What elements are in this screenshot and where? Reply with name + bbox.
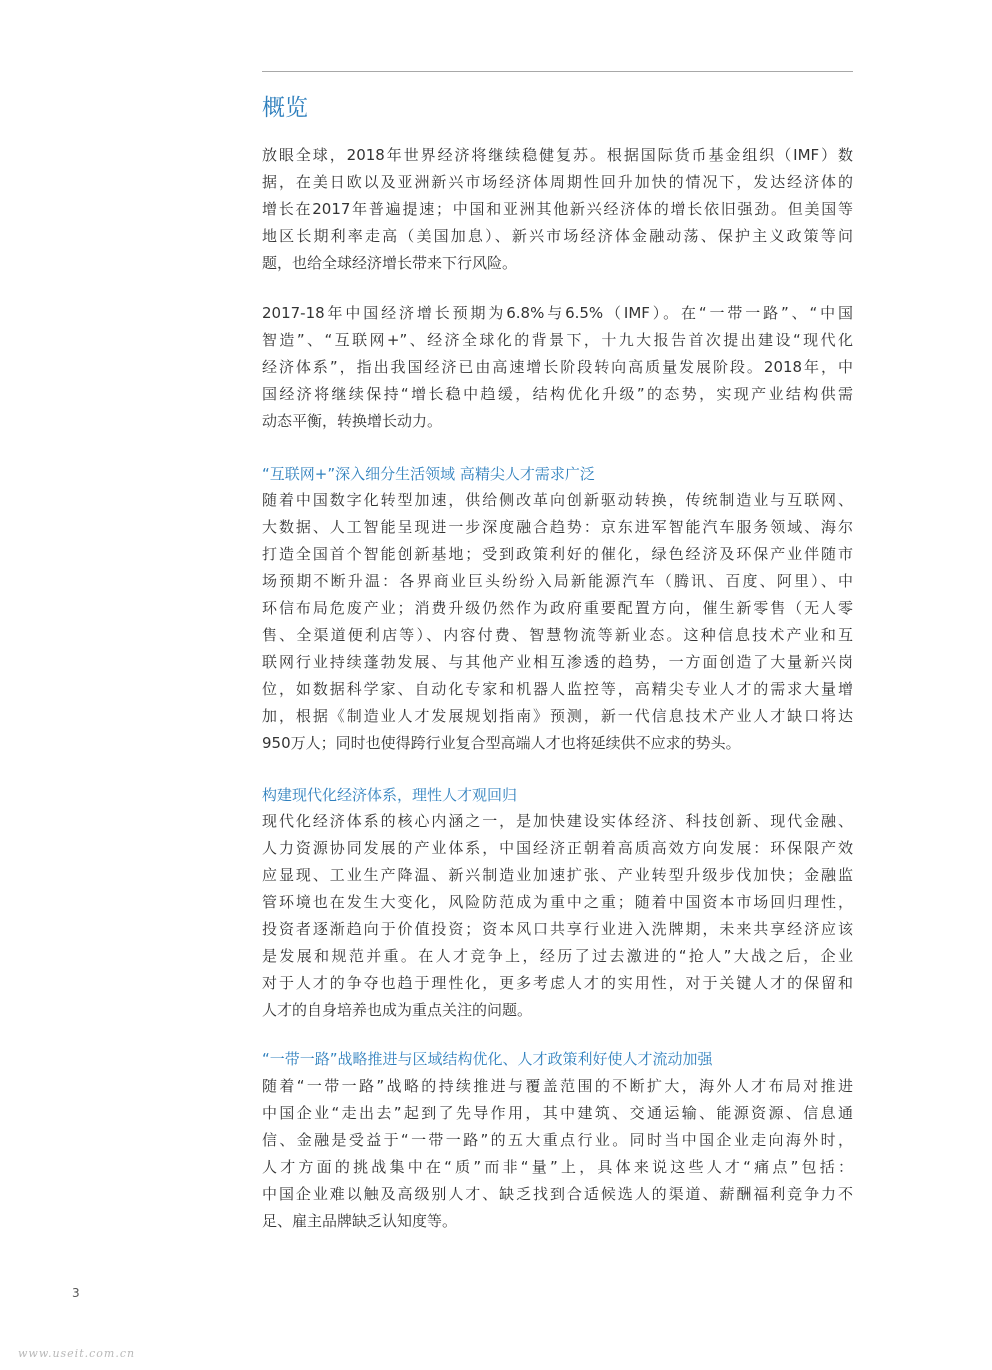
text-line: 打造全国首个智能创新基地；受到政策利好的催化，绿色经济及环保产业伴随市 xyxy=(262,545,853,563)
text-line: 据，在美日欧以及亚洲新兴市场经济体周期性回升加快的情况下，发达经济体的 xyxy=(262,173,853,191)
paragraph-global-economy xyxy=(262,142,853,277)
text-line: 人力资源协同发展的产业体系，中国经济正朝着高质高效方向发展：环保限产效 xyxy=(262,839,853,857)
text-line: 大数据、人工智能呈现进一步深度融合趋势：京东进军智能汽车服务领域、海尔 xyxy=(262,518,853,536)
text-line: 950万人；同时也使得跨行业复合型高端人才也将延续供不应求的势头。 xyxy=(262,734,741,752)
text-line: 对于人才的争夺也趋于理性化，更多考虑人才的实用性，对于关键人才的保留和 xyxy=(262,974,853,992)
text-line: 中国企业难以触及高级别人才、缺乏找到合适候选人的渠道、薪酬福利竞争力不 xyxy=(262,1185,853,1203)
text-line: 管环境也在发生大变化，风险防范成为重中之重；随着中国资本市场回归理性， xyxy=(262,893,853,911)
text-line: 人才方面的挑战集中在“质”而非“量”上，具体来说这些人才“痛点”包括： xyxy=(262,1158,853,1176)
page-title: 概览 xyxy=(262,95,308,121)
paragraph-belt-and-road xyxy=(262,1073,853,1235)
text-line: 是发展和规范并重。在人才竞争上，经历了过去激进的“抢人”大战之后，企业 xyxy=(262,947,853,965)
text-line: 地区长期利率走高（美国加息）、新兴市场经济体金融动荡、保护主义政策等问 xyxy=(262,227,853,245)
text-line: 中国企业“走出去”起到了先导作用，其中建筑、交通运输、能源资源、信息通 xyxy=(262,1104,853,1122)
text-line: 加，根据《制造业人才发展规划指南》预测，新一代信息技术产业人才缺口将达 xyxy=(262,707,853,725)
text-line: 投资者逐渐趋向于价值投资；资本风口共享行业进入洗牌期，未来共享经济应该 xyxy=(262,920,853,938)
text-line: 随着中国数字化转型加速，供给侧改革向创新驱动转换，传统制造业与互联网、 xyxy=(262,491,853,509)
top-rule xyxy=(262,71,853,72)
text-line: 智造”、“互联网+”、经济全球化的背景下，十九大报告首次提出建设“现代化 xyxy=(262,331,853,349)
text-line: 放眼全球，2018年世界经济将继续稳健复苏。根据国际货币基金组织（IMF）数 xyxy=(262,146,853,164)
text-line: 2017-18年中国经济增长预期为6.8%与6.5%（IMF）。在“一带一路”、“中国 xyxy=(262,304,853,322)
text-line: 动态平衡，转换增长动力。 xyxy=(262,412,443,430)
page-number: 3 xyxy=(72,1286,80,1300)
text-line: 随着“一带一路”战略的持续推进与覆盖范围的不断扩大，海外人才布局对推进 xyxy=(262,1077,853,1095)
text-line: 位，如数据科学家、自动化专家和机器人监控等，高精尖专业人才的需求大量增 xyxy=(262,680,853,698)
text-line: 足、雇主品牌缺乏认知度等。 xyxy=(262,1212,458,1230)
text-line: 联网行业持续蓬勃发展、与其他产业相互渗透的趋势，一方面创造了大量新兴岗 xyxy=(262,653,853,671)
site-watermark: www.useit.com.cn xyxy=(18,1347,136,1360)
text-line: 人才的自身培养也成为重点关注的问题。 xyxy=(262,1001,533,1019)
text-line: 现代化经济体系的核心内涵之一，是加快建设实体经济、科技创新、现代金融、 xyxy=(262,812,853,830)
paragraph-internet-plus xyxy=(262,487,853,757)
text-line: 售、全渠道便利店等）、内容付费、智慧物流等新业态。这种信息技术产业和互 xyxy=(262,626,853,644)
section-heading-modern-economy: 构建现代化经济体系，理性人才观回归 xyxy=(262,786,518,804)
text-line: 国经济将继续保持“增长稳中趋缓，结构优化升级”的态势，实现产业结构供需 xyxy=(262,385,853,403)
text-line: 信、金融是受益于“一带一路”的五大重点行业。同时当中国企业走向海外时， xyxy=(262,1131,853,1149)
paragraph-modern-economy xyxy=(262,808,853,1024)
text-line: 应显现、工业生产降温、新兴制造业加速扩张、产业转型升级步伐加快；金融监 xyxy=(262,866,853,884)
section-heading-internet-plus: “互联网+”深入细分生活领域 高精尖人才需求广泛 xyxy=(262,465,595,483)
text-line: 增长在2017年普遍提速；中国和亚洲其他新兴经济体的增长依旧强劲。但美国等 xyxy=(262,200,853,218)
text-line: 场预期不断升温：各界商业巨头纷纷入局新能源汽车（腾讯、百度、阿里）、中 xyxy=(262,572,853,590)
text-line: 环信布局危废产业；消费升级仍然作为政府重要配置方向，催生新零售（无人零 xyxy=(262,599,853,617)
text-line: 经济体系”，指出我国经济已由高速增长阶段转向高质量发展阶段。2018年，中 xyxy=(262,358,853,376)
text-line: 题，也给全球经济增长带来下行风险。 xyxy=(262,254,518,272)
section-heading-belt-and-road: “一带一路”战略推进与区域结构优化、人才政策利好使人才流动加强 xyxy=(262,1050,713,1068)
paragraph-china-economy xyxy=(262,300,853,435)
